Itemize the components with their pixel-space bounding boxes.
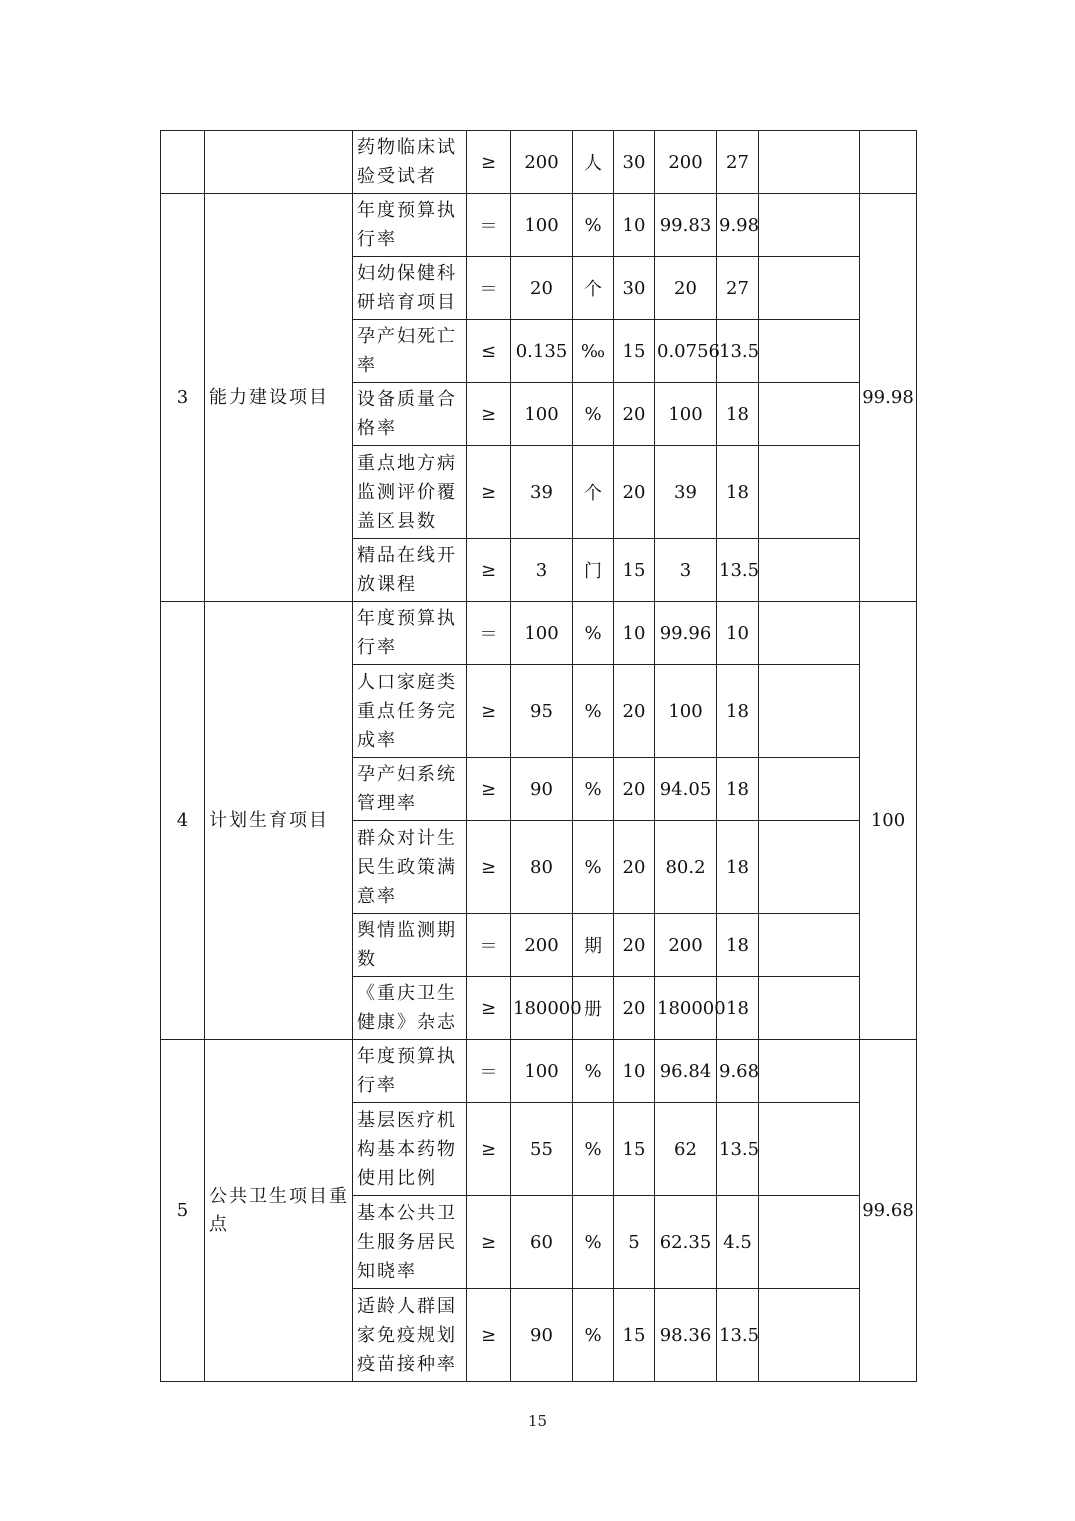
indicator-cell: 适龄人群国家免疫规划疫苗接种率 xyxy=(353,1289,467,1382)
operator-cell: ≥ xyxy=(467,446,511,539)
unit-cell: 册 xyxy=(573,977,614,1040)
weight-cell: 10 xyxy=(614,194,655,257)
indicator-cell: 药物临床试验受试者 xyxy=(353,131,467,194)
seq-cell xyxy=(161,131,205,194)
weight-cell: 20 xyxy=(614,383,655,446)
project-name-cell: 能力建设项目 xyxy=(205,194,353,602)
weight-cell: 20 xyxy=(614,914,655,977)
table-row xyxy=(161,1040,917,1103)
score-cell: 27 xyxy=(717,131,759,194)
indicator-cell: 重点地方病监测评价覆盖区县数 xyxy=(353,446,467,539)
actual-value-cell: 62.35 xyxy=(655,1196,717,1289)
score-cell: 18 xyxy=(717,977,759,1040)
remark-cell xyxy=(759,758,860,821)
performance-table xyxy=(160,130,917,1382)
operator-cell: ≥ xyxy=(467,1289,511,1382)
target-value-cell: 39 xyxy=(511,446,573,539)
table-body xyxy=(161,131,917,1382)
remark-cell xyxy=(759,665,860,758)
weight-cell: 20 xyxy=(614,446,655,539)
target-value-cell: 55 xyxy=(511,1103,573,1196)
target-value-cell: 90 xyxy=(511,758,573,821)
weight-cell: 20 xyxy=(614,758,655,821)
unit-cell: % xyxy=(573,1196,614,1289)
remark-cell xyxy=(759,383,860,446)
target-value-cell: 80 xyxy=(511,821,573,914)
unit-cell: 个 xyxy=(573,446,614,539)
target-value-cell: 100 xyxy=(511,194,573,257)
table-row xyxy=(161,131,917,194)
operator-cell: ≥ xyxy=(467,383,511,446)
indicator-cell: 《重庆卫生健康》杂志 xyxy=(353,977,467,1040)
target-value-cell: 200 xyxy=(511,131,573,194)
unit-cell: % xyxy=(573,758,614,821)
remark-cell xyxy=(759,131,860,194)
operator-cell: ≥ xyxy=(467,539,511,602)
weight-cell: 5 xyxy=(614,1196,655,1289)
indicator-cell: 孕产妇系统管理率 xyxy=(353,758,467,821)
score-cell: 18 xyxy=(717,383,759,446)
actual-value-cell: 180000 xyxy=(655,977,717,1040)
remark-cell xyxy=(759,1103,860,1196)
remark-cell xyxy=(759,1196,860,1289)
unit-cell: 期 xyxy=(573,914,614,977)
target-value-cell: 100 xyxy=(511,383,573,446)
score-cell: 13.5 xyxy=(717,320,759,383)
project-name-cell xyxy=(205,131,353,194)
operator-cell: ≥ xyxy=(467,1103,511,1196)
score-cell: 18 xyxy=(717,758,759,821)
actual-value-cell: 98.36 xyxy=(655,1289,717,1382)
unit-cell: % xyxy=(573,1103,614,1196)
unit-cell: % xyxy=(573,194,614,257)
weight-cell: 10 xyxy=(614,1040,655,1103)
project-total-score-cell: 100 xyxy=(860,602,917,1040)
unit-cell: 个 xyxy=(573,257,614,320)
weight-cell: 20 xyxy=(614,821,655,914)
operator-cell: ≥ xyxy=(467,1196,511,1289)
score-cell: 18 xyxy=(717,665,759,758)
actual-value-cell: 3 xyxy=(655,539,717,602)
table-row xyxy=(161,602,917,665)
seq-cell: 3 xyxy=(161,194,205,602)
actual-value-cell: 96.84 xyxy=(655,1040,717,1103)
indicator-cell: 人口家庭类重点任务完成率 xyxy=(353,665,467,758)
weight-cell: 15 xyxy=(614,539,655,602)
indicator-cell: 精品在线开放课程 xyxy=(353,539,467,602)
operator-cell: ≥ xyxy=(467,821,511,914)
indicator-cell: 设备质量合格率 xyxy=(353,383,467,446)
score-cell: 4.5 xyxy=(717,1196,759,1289)
score-cell: 18 xyxy=(717,914,759,977)
remark-cell xyxy=(759,320,860,383)
operator-cell: ≥ xyxy=(467,758,511,821)
target-value-cell: 60 xyxy=(511,1196,573,1289)
unit-cell: % xyxy=(573,665,614,758)
target-value-cell: 90 xyxy=(511,1289,573,1382)
actual-value-cell: 62 xyxy=(655,1103,717,1196)
actual-value-cell: 100 xyxy=(655,665,717,758)
indicator-cell: 年度预算执行率 xyxy=(353,1040,467,1103)
indicator-cell: 孕产妇死亡率 xyxy=(353,320,467,383)
table-row xyxy=(161,194,917,257)
operator-cell: ＝ xyxy=(467,194,511,257)
target-value-cell: 0.135 xyxy=(511,320,573,383)
actual-value-cell: 94.05 xyxy=(655,758,717,821)
weight-cell: 15 xyxy=(614,1289,655,1382)
weight-cell: 30 xyxy=(614,131,655,194)
weight-cell: 30 xyxy=(614,257,655,320)
operator-cell: ＝ xyxy=(467,602,511,665)
indicator-cell: 年度预算执行率 xyxy=(353,194,467,257)
target-value-cell: 3 xyxy=(511,539,573,602)
remark-cell xyxy=(759,194,860,257)
actual-value-cell: 80.2 xyxy=(655,821,717,914)
indicator-cell: 年度预算执行率 xyxy=(353,602,467,665)
unit-cell: % xyxy=(573,383,614,446)
remark-cell xyxy=(759,1040,860,1103)
actual-value-cell: 100 xyxy=(655,383,717,446)
remark-cell xyxy=(759,1289,860,1382)
operator-cell: ＝ xyxy=(467,257,511,320)
unit-cell: % xyxy=(573,1040,614,1103)
actual-value-cell: 0.0756 xyxy=(655,320,717,383)
unit-cell: 门 xyxy=(573,539,614,602)
weight-cell: 15 xyxy=(614,320,655,383)
weight-cell: 20 xyxy=(614,977,655,1040)
indicator-cell: 舆情监测期数 xyxy=(353,914,467,977)
operator-cell: ≥ xyxy=(467,977,511,1040)
target-value-cell: 100 xyxy=(511,602,573,665)
unit-cell: 人 xyxy=(573,131,614,194)
target-value-cell: 100 xyxy=(511,1040,573,1103)
seq-cell: 5 xyxy=(161,1040,205,1382)
project-total-score-cell: 99.98 xyxy=(860,194,917,602)
target-value-cell: 95 xyxy=(511,665,573,758)
target-value-cell: 200 xyxy=(511,914,573,977)
project-name-cell: 公共卫生项目重点 xyxy=(205,1040,353,1382)
actual-value-cell: 200 xyxy=(655,131,717,194)
score-cell: 13.5 xyxy=(717,1103,759,1196)
target-value-cell: 180000 xyxy=(511,977,573,1040)
indicator-cell: 妇幼保健科研培育项目 xyxy=(353,257,467,320)
project-total-score-cell xyxy=(860,131,917,194)
weight-cell: 20 xyxy=(614,665,655,758)
operator-cell: ≤ xyxy=(467,320,511,383)
actual-value-cell: 20 xyxy=(655,257,717,320)
score-cell: 13.5 xyxy=(717,1289,759,1382)
indicator-cell: 群众对计生民生政策满意率 xyxy=(353,821,467,914)
score-cell: 9.68 xyxy=(717,1040,759,1103)
remark-cell xyxy=(759,914,860,977)
operator-cell: ≥ xyxy=(467,131,511,194)
indicator-cell: 基本公共卫生服务居民知晓率 xyxy=(353,1196,467,1289)
actual-value-cell: 200 xyxy=(655,914,717,977)
remark-cell xyxy=(759,602,860,665)
unit-cell: ‰ xyxy=(573,320,614,383)
remark-cell xyxy=(759,257,860,320)
operator-cell: ＝ xyxy=(467,914,511,977)
unit-cell: % xyxy=(573,821,614,914)
remark-cell xyxy=(759,821,860,914)
project-name-cell: 计划生育项目 xyxy=(205,602,353,1040)
project-total-score-cell: 99.68 xyxy=(860,1040,917,1382)
actual-value-cell: 99.96 xyxy=(655,602,717,665)
operator-cell: ≥ xyxy=(467,665,511,758)
remark-cell xyxy=(759,539,860,602)
actual-value-cell: 99.83 xyxy=(655,194,717,257)
unit-cell: % xyxy=(573,1289,614,1382)
weight-cell: 15 xyxy=(614,1103,655,1196)
score-cell: 27 xyxy=(717,257,759,320)
indicator-cell: 基层医疗机构基本药物使用比例 xyxy=(353,1103,467,1196)
seq-cell: 4 xyxy=(161,602,205,1040)
remark-cell xyxy=(759,977,860,1040)
score-cell: 10 xyxy=(717,602,759,665)
operator-cell: ＝ xyxy=(467,1040,511,1103)
actual-value-cell: 39 xyxy=(655,446,717,539)
remark-cell xyxy=(759,446,860,539)
score-cell: 9.98 xyxy=(717,194,759,257)
score-cell: 18 xyxy=(717,821,759,914)
unit-cell: % xyxy=(573,602,614,665)
target-value-cell: 20 xyxy=(511,257,573,320)
weight-cell: 10 xyxy=(614,602,655,665)
score-cell: 18 xyxy=(717,446,759,539)
score-cell: 13.5 xyxy=(717,539,759,602)
page-number: 15 xyxy=(527,1412,548,1430)
